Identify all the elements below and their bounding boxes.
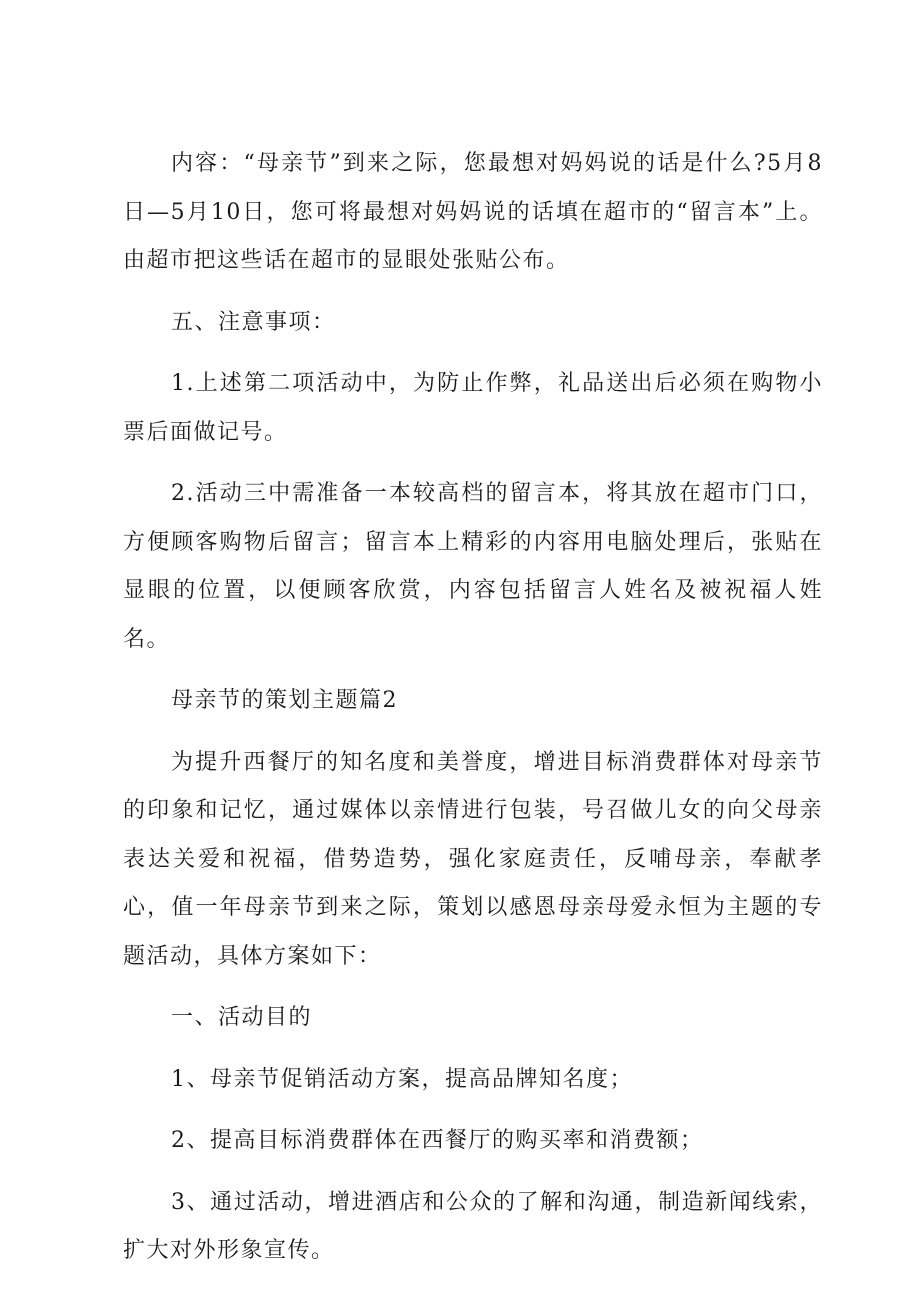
note-item-1: 1.上述第二项活动中，为防止作弊，礼品送出后必须在购物小票后面做记号。: [123, 371, 823, 445]
document-body: [123, 140, 823, 1276]
purpose-item-1: 1、母亲节促销活动方案，提高品牌知名度；: [171, 1066, 633, 1092]
note-item-2: 2.活动三中需准备一本较高档的留言本，将其放在超市门口，方便顾客购物后留言；留言本上精彩的内容用电脑处理后，张贴在显眼的位置，以便顾客欣赏，内容包括留言人姓名及被祝福人姓名。: [123, 481, 823, 652]
purpose-item-3: 3、通过活动，增进酒店和公众的了解和沟通，制造新闻线索，扩大对外形象宣传。: [123, 1189, 823, 1263]
section-heading-purpose: 一、活动目的: [171, 1005, 313, 1030]
purpose-item-2: 2、提高目标消费群体在西餐厅的购买率和消费额；: [171, 1128, 704, 1153]
section-heading-notes: 五、注意事项：: [171, 309, 336, 335]
paragraph-message-content: 内容：“母亲节”到来之际，您最想对妈妈说的话是什么?5月8日—5月10日，您可将最想对妈妈说的话填在超市的“留言本”上。由超市把这些话在超市的显眼处张贴公布。: [123, 151, 823, 273]
article-title-part-2: 母亲节的策划主题篇2: [171, 688, 398, 713]
paragraph-intro: 为提升西餐厅的知名度和美誉度，增进目标消费群体对母亲节的印象和记忆，通过媒体以亲情进行包装，号召做儿女的向父母亲表达关爱和祝福，借势造势，强化家庭责任，反哺母亲，奉献孝心，值一年母亲节到来之际，策划以感恩母亲母爱永恒为主题的专题活动，具体方案如下：: [123, 749, 823, 969]
